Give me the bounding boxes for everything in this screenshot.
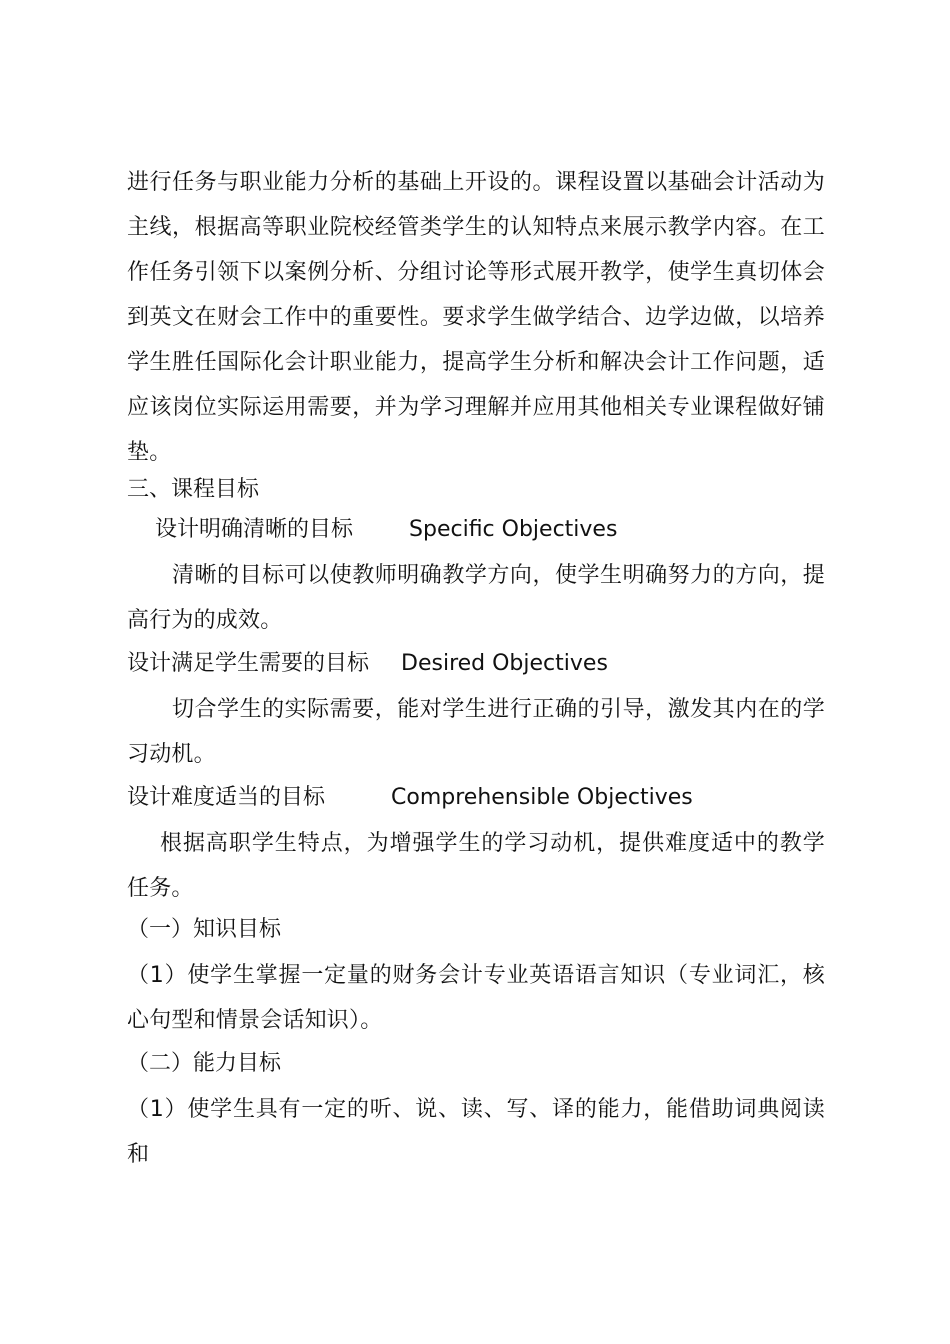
ability-item-1: （1）使学生具有一定的听、说、读、写、译的能力，能借助词典阅读和 xyxy=(127,1097,825,1167)
goal-comprehensible-zh: 设计难度适当的目标 xyxy=(127,785,326,810)
goal-comprehensible-desc: 根据高职学生特点，为增强学生的学习动机，提供难度适中的教学任务。 xyxy=(127,831,825,901)
knowledge-item-1: （1）使学生掌握一定量的财务会计专业英语语言知识（专业词汇，核心句型和情景会话知识）。 xyxy=(127,963,825,1033)
goal-desired-desc: 切合学生的实际需要，能对学生进行正确的引导，激发其内在的学习动机。 xyxy=(127,697,825,767)
knowledge-heading: （一）知识目标 xyxy=(127,917,282,942)
goal-comprehensible-title xyxy=(127,783,693,813)
goal-specific-desc: 清晰的目标可以使教师明确教学方向，使学生明确努力的方向，提高行为的成效。 xyxy=(127,563,825,633)
section-heading: 三、课程目标 xyxy=(127,477,260,502)
goal-comprehensible-en: Comprehensible Objectives xyxy=(391,785,693,810)
intro-paragraph: 进行任务与职业能力分析的基础上开设的。课程设置以基础会计活动为主线，根据高等职业院校经管类学生的认知特点来展示教学内容。在工作任务引领下以案例分析、分组讨论等形式展开教学，使学生真切体会到英文在财会工作中的重要性。要求学生做学结合、边学边做，以培养学生胜任国际化会计职业能力，提高学生分析和解决会计工作问题，适应该岗位实际运用需要，并为学习理解并应用其他相关专业课程做好铺垫。 xyxy=(127,170,825,465)
goal-specific-zh: 设计明确清晰的目标 xyxy=(155,517,354,542)
goal-specific-en: Specific Objectives xyxy=(409,517,618,542)
ability-heading: （二）能力目标 xyxy=(127,1051,282,1076)
goal-desired-zh: 设计满足学生需要的目标 xyxy=(127,651,370,676)
goal-desired-title xyxy=(127,649,608,679)
goal-specific-title xyxy=(155,515,617,545)
goal-desired-en: Desired Objectives xyxy=(401,651,608,676)
